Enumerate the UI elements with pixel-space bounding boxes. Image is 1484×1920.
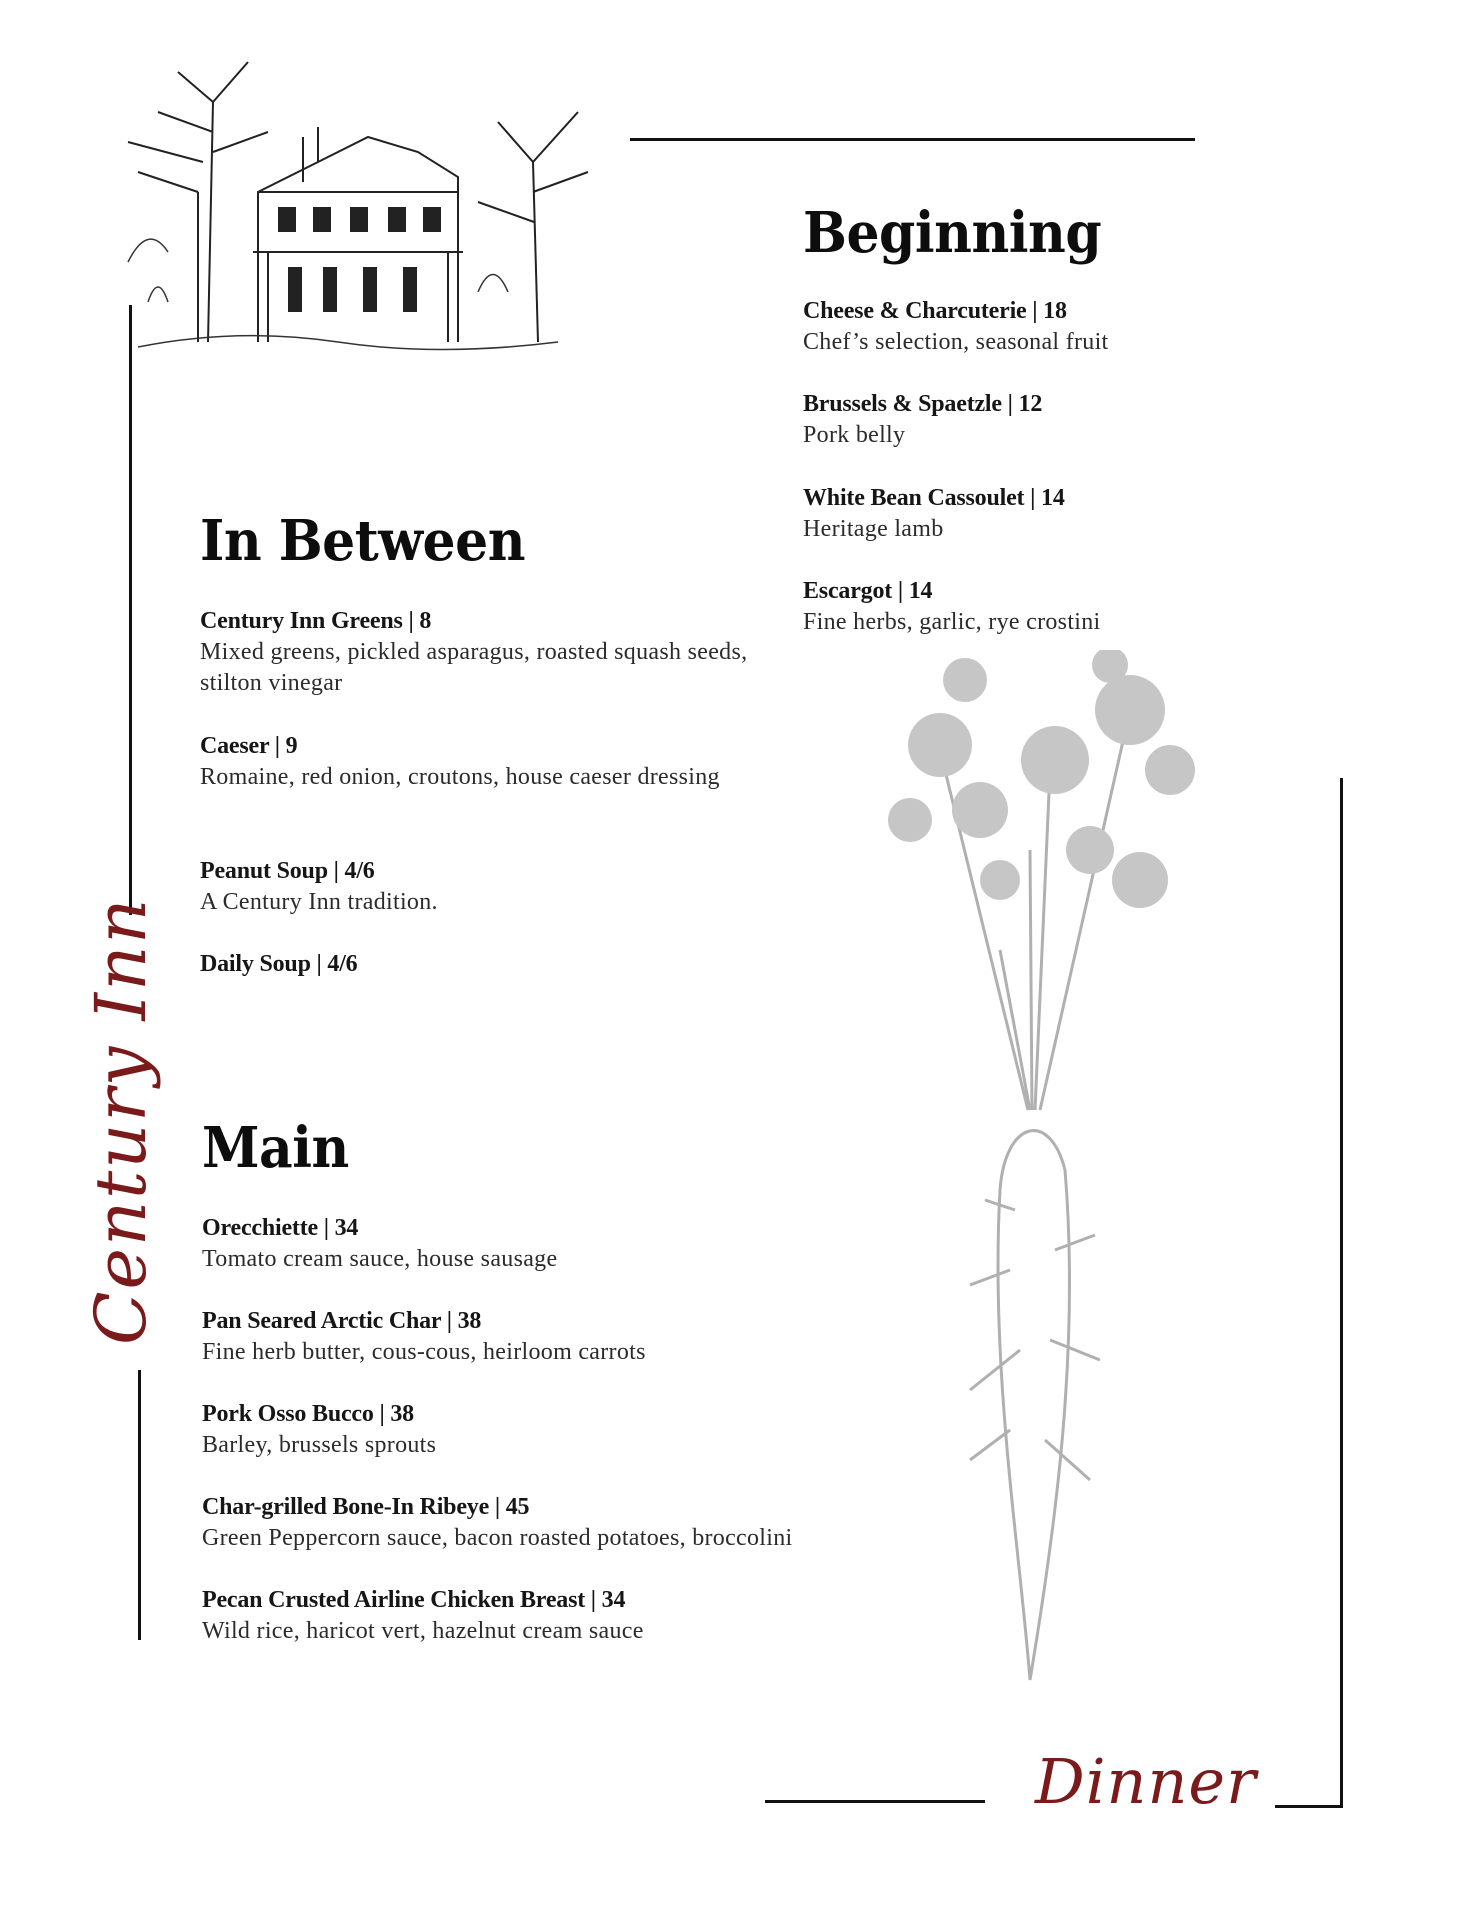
footer-script-dinner: Dinner [1035, 1745, 1257, 1818]
item-name: Brussels & Spaetzle | 12 [803, 391, 1043, 417]
item-name: Orecchiette | 34 [202, 1215, 359, 1241]
menu-item [202, 1213, 882, 1275]
item-description: Mixed greens, pickled asparagus, roasted squash seeds, stilton vinegar [200, 639, 748, 696]
menu-item [200, 731, 780, 793]
item-name: Char-grilled Bone-In Ribeye | 45 [202, 1494, 530, 1520]
left-upper-rule [129, 305, 132, 915]
menu-item [202, 1492, 922, 1554]
item-name: Caeser | 9 [200, 733, 298, 759]
section-title-main: Main [202, 1115, 349, 1181]
bottom-left-rule [765, 1800, 985, 1803]
menu-item [202, 1306, 882, 1368]
item-name: Daily Soup | 4/6 [200, 951, 358, 977]
item-description: Fine herbs, garlic, rye crostini [803, 609, 1101, 635]
item-name: Escargot | 14 [803, 578, 933, 604]
item-name: Peanut Soup | 4/6 [200, 858, 375, 884]
section-title-beginning: Beginning [803, 200, 1102, 266]
brand-script-title: Century Inn [80, 896, 162, 1345]
item-description: Wild rice, haricot vert, hazelnut cream sauce [202, 1618, 644, 1644]
menu-item [202, 1585, 882, 1647]
item-description: Pork belly [803, 422, 906, 448]
item-description: Tomato cream sauce, house sausage [202, 1246, 558, 1272]
section-title-in-between: In Between [200, 508, 526, 574]
menu-item [803, 389, 1483, 451]
item-description: Green Peppercorn sauce, bacon roasted potatoes, broccolini [202, 1525, 793, 1551]
item-name: Pan Seared Arctic Char | 38 [202, 1308, 482, 1334]
left-lower-rule [138, 1370, 141, 1640]
menu-item [803, 296, 1483, 358]
menu-item [200, 949, 880, 980]
item-description: Chef’s selection, seasonal fruit [803, 329, 1109, 355]
top-rule [630, 138, 1195, 141]
parsnip-sketch-icon [880, 650, 1200, 1700]
item-name: White Bean Cassoulet | 14 [803, 485, 1065, 511]
right-rule [1340, 778, 1343, 1808]
menu-item [803, 576, 1483, 638]
item-description: Heritage lamb [803, 516, 944, 542]
menu-item [803, 483, 1483, 545]
item-description: Fine herb butter, cous-cous, heirloom carrots [202, 1339, 646, 1365]
bottom-right-rule [1275, 1805, 1343, 1808]
item-description: A Century Inn tradition. [200, 889, 438, 915]
menu-item [200, 606, 780, 699]
menu-item [202, 1399, 882, 1461]
item-name: Cheese & Charcuterie | 18 [803, 298, 1067, 324]
menu-item [200, 856, 880, 918]
inn-sketch-icon [118, 42, 618, 362]
item-description: Barley, brussels sprouts [202, 1432, 437, 1458]
item-name: Pork Osso Bucco | 38 [202, 1401, 414, 1427]
item-description: Romaine, red onion, croutons, house caeser dressing [200, 764, 720, 790]
item-name: Pecan Crusted Airline Chicken Breast | 34 [202, 1587, 626, 1613]
item-name: Century Inn Greens | 8 [200, 608, 432, 634]
